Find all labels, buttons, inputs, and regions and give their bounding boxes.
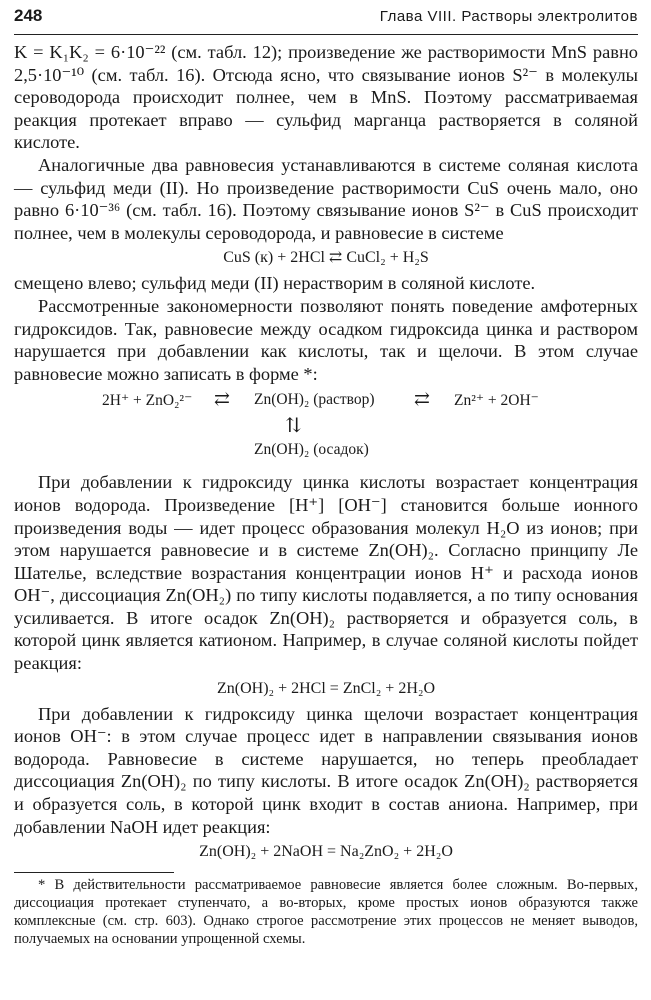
page-header	[14, 6, 638, 35]
equation-cus: CuS (к) + 2HCl ⇄ CuCl₂ + H₂S	[223, 249, 429, 267]
running-title: Глава VIII. Растворы электролитов	[379, 8, 638, 25]
scheme-arrow-vertical: ⇅	[285, 415, 302, 438]
paragraph-1: K = K₁K₂ = 6·10⁻²² (см. табл. 12); произведение же растворимости MnS равно 2,5·10⁻¹⁰ (см. табл. 16). Отсюда ясно, что связывание ионов S²⁻ в молекулы сероводорода происходит полнее, чем в MnS. Поэтому рассматриваемая реакция протекает вправо — сульфид марганца растворяется в соляной кислоте.	[14, 42, 638, 153]
paragraph-4: Рассмотренные закономерности позволяют понять поведение амфотерных гидроксидов. Так, равновесие между осадком гидроксида цинка и раствором нарушается при добавлении как кислоты, так и щелочи. В этом случае равновесие можно записать в форме *:	[14, 295, 638, 384]
scheme-arrow-right: ⇄	[414, 389, 430, 411]
scheme-right: Zn²⁺ + 2OH⁻	[454, 392, 539, 410]
page-number: 248	[14, 6, 43, 25]
footnote-text: * В действительности рассматриваемое равновесие является более сложным. Во-первых, диссоциация протекает ступенчато, а во-вторых, кроме простых ионов образуются также комплексные (см. стр. 603). Однако строгое рассмотрение этих процессов не меняет выводов, получаемых на основании упрощенной схемы.	[14, 877, 638, 948]
scheme-left: 2H⁺ + ZnO₂²⁻	[102, 392, 193, 410]
scheme-arrow-left: ⇄	[214, 389, 230, 411]
footnote-rule	[14, 872, 174, 873]
scheme-middle: Zn(OH)₂ (раствор)	[254, 391, 375, 409]
paragraph-2: Аналогичные два равновесия устанавливаются в системе соляная кислота — сульфид меди (II). Но произведение растворимости CuS очень мало, оно равно 6·10⁻³⁶ (см. табл. 16). Поэтому связывание ионов S²⁻ в CuS происходит полнее, чем в молекулы сероводорода, и равновесие в системе	[14, 154, 638, 243]
paragraph-5: При добавлении к гидроксиду цинка кислоты возрастает концентрация ионов водорода. Произведение [H⁺] [OH⁻] становится больше ионного произведения воды — идет процесс образования молекул H₂O из ионов; при этом нарушается равновесие и в системе Zn(OH)₂. Согласно принципу Ле Шателье, вследствие возрастания концентрации ионов H⁺ и расхода ионов OH⁻, диссоциация Zn(OH₂) по типу кислоты подавляется, а по типу основания усиливается. В итоге осадок Zn(OH)₂ растворяется и образуется соль, в которой цинк является катионом. Например, в случае соляной кислоты пойдет реакция:	[14, 472, 638, 674]
book-page	[14, 6, 638, 948]
footnote	[14, 876, 638, 948]
paragraph-6: При добавлении к гидроксиду цинка щелочи возрастает концентрация ионов OH⁻: в этом случае процесс идет в направлении связывания ионов водорода. Равновесие в системе нарушается, но теперь преобладает диссоциация Zn(OH)₂ по типу кислоты. В итоге осадок Zn(OH)₂ растворяется и образуется соль, в которой цинк входит в состав аниона. Например, при добавлении NaOH идет реакция:	[14, 703, 638, 837]
equation-hcl: Zn(OH)₂ + 2HCl = ZnCl₂ + 2H₂O	[216, 679, 435, 697]
scheme-bottom: Zn(OH)₂ (осадок)	[254, 441, 369, 459]
equation-naoh: Zn(OH)₂ + 2NaOH = Na₂ZnO₂ + 2H₂O	[199, 843, 453, 861]
paragraph-3: смещено влево; сульфид меди (II) нерастворим в соляной кислоте.	[14, 273, 536, 294]
equilibrium-scheme	[14, 385, 638, 471]
